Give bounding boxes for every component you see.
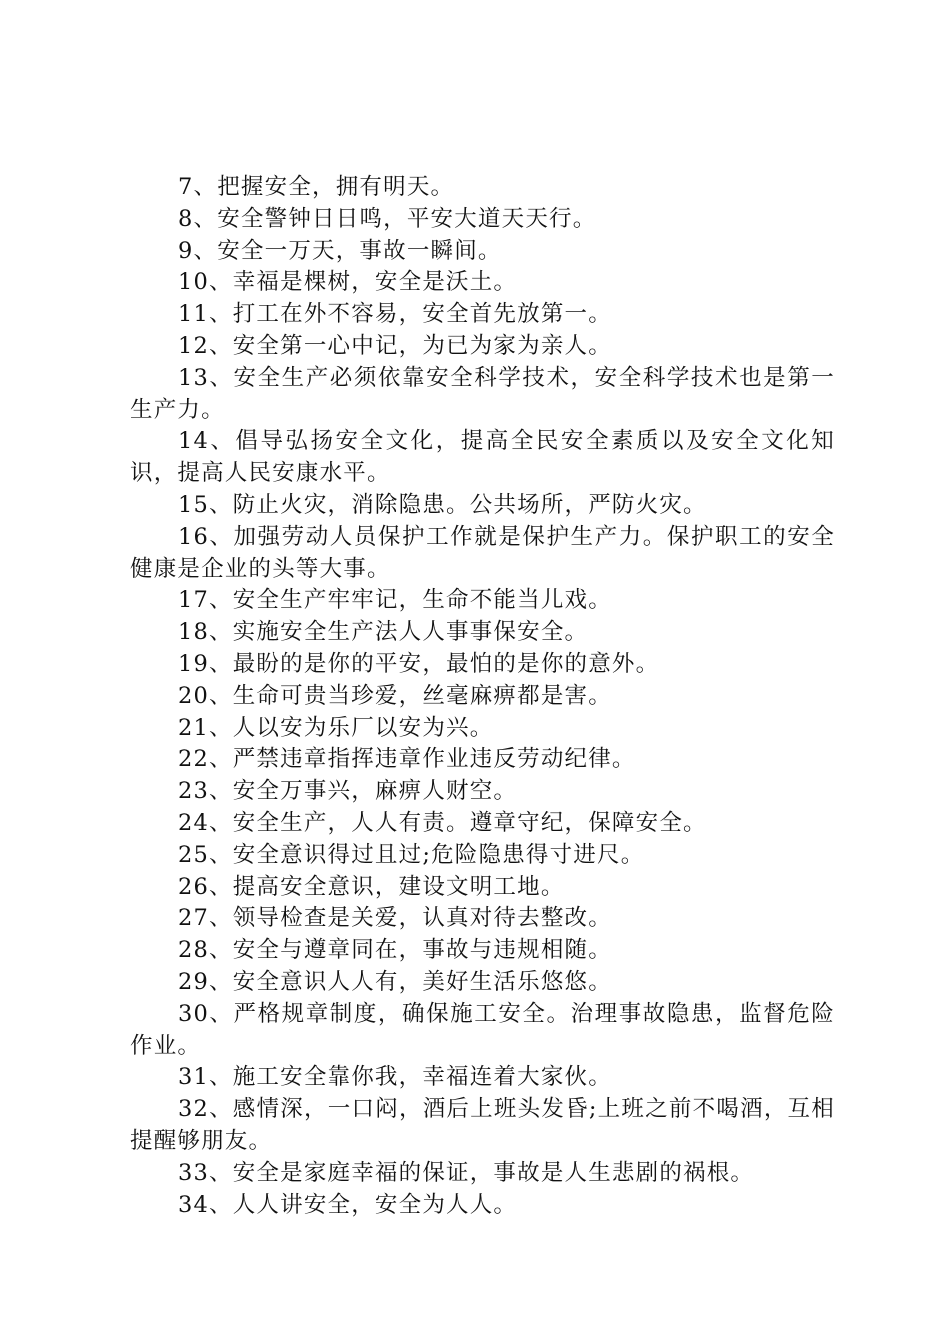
slogan-26: 26、提高安全意识，建设文明工地。 [178, 873, 565, 900]
slogan-14: 14、倡导弘扬安全文化，提高全民安全素质以及安全文化知识，提高人民安康水平。 [130, 428, 835, 487]
slogan-31: 31、施工安全靠你我，幸福连着大家伙。 [178, 1064, 612, 1091]
slogan-19: 19、最盼的是你的平安，最怕的是你的意外。 [178, 650, 660, 677]
slogan-21: 21、人以安为乐厂以安为兴。 [178, 714, 494, 741]
slogan-34: 34、人人讲安全，安全为人人。 [178, 1191, 518, 1218]
slogan-9: 9、安全一万天，事故一瞬间。 [178, 237, 502, 264]
slogan-7: 7、把握安全，拥有明天。 [178, 174, 455, 200]
slogan-10: 10、幸福是棵树，安全是沃土。 [178, 269, 518, 296]
slogan-32: 32、感情深，一口闷，酒后上班头发昏;上班之前不喝酒，互相提醒够朋友。 [130, 1096, 835, 1154]
slogan-13: 13、安全生产必须依靠安全科学技术，安全科学技术也是第一生产力。 [130, 364, 835, 423]
slogan-24: 24、安全生产，人人有责。遵章守纪，保障安全。 [178, 809, 707, 836]
slogan-29: 29、安全意识人人有，美好生活乐悠悠。 [178, 968, 612, 995]
slogan-8: 8、安全警钟日日鸣，平安大道天天行。 [178, 205, 597, 232]
slogan-15: 15、防止火灾，消除隐患。公共场所，严防火灾。 [178, 491, 707, 518]
slogan-16: 16、加强劳动人员保护工作就是保护生产力。保护职工的安全健康是企业的头等大事。 [130, 523, 835, 582]
slogan-11: 11、打工在外不容易，安全首先放第一。 [178, 301, 612, 328]
slogan-23: 23、安全万事兴，麻痹人财空。 [178, 778, 518, 805]
slogan-28: 28、安全与遵章同在，事故与违规相随。 [178, 937, 612, 964]
slogan-27: 27、领导检查是关爱，认真对待去整改。 [178, 905, 612, 932]
slogan-12: 12、安全第一心中记，为已为家为亲人。 [178, 332, 612, 359]
slogan-list [130, 172, 835, 1221]
slogan-18: 18、实施安全生产法人人事事保安全。 [178, 619, 589, 646]
slogan-30: 30、严格规章制度，确保施工安全。治理事故隐患，监督危险作业。 [130, 1000, 835, 1059]
slogan-33: 33、安全是家庭幸福的保证，事故是人生悲剧的祸根。 [178, 1159, 755, 1186]
slogan-20: 20、生命可贵当珍爱，丝毫麻痹都是害。 [178, 682, 612, 709]
slogan-17: 17、安全生产牢牢记，生命不能当儿戏。 [178, 587, 612, 614]
slogan-25: 25、安全意识得过且过;危险隐患得寸进尺。 [178, 841, 645, 868]
slogan-22: 22、严禁违章指挥违章作业违反劳动纪律。 [178, 746, 636, 773]
